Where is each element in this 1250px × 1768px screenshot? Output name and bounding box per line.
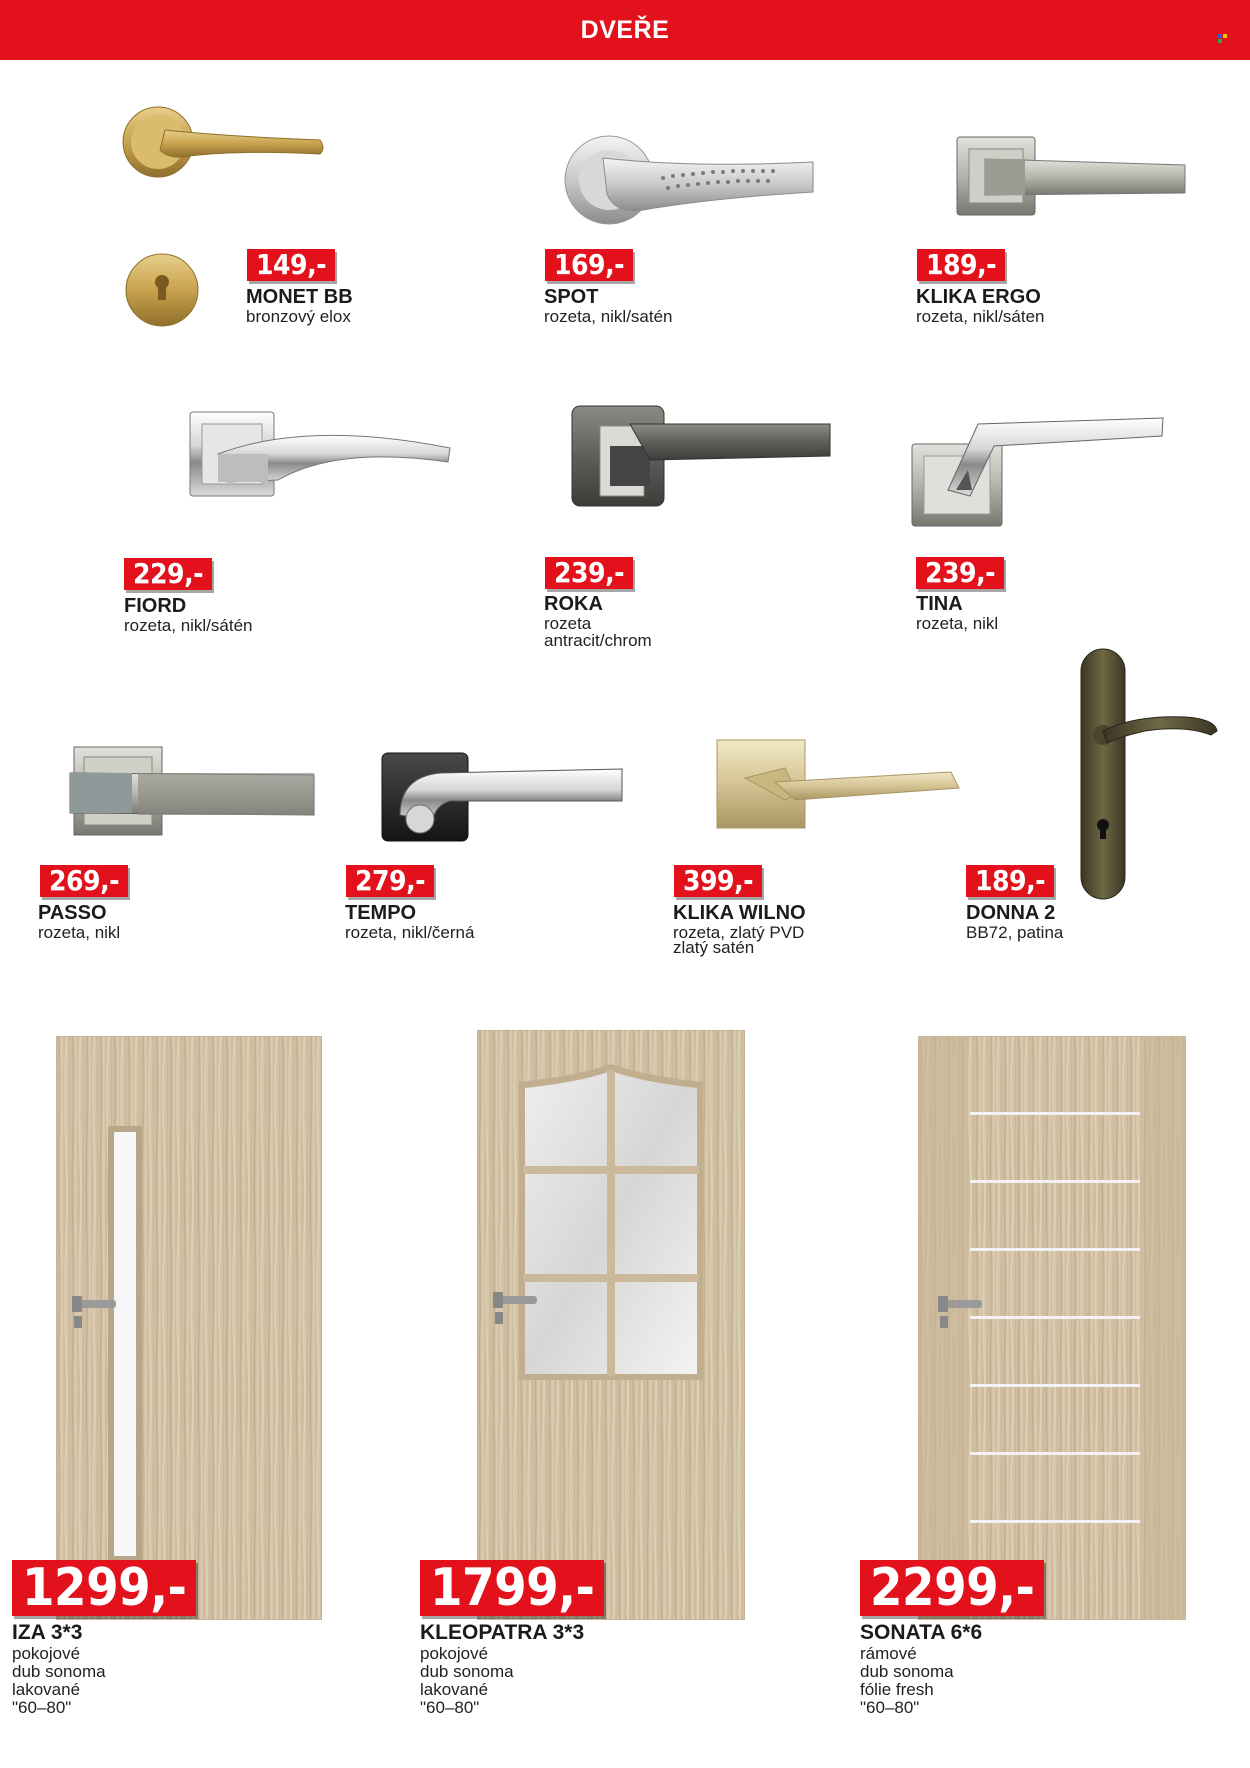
price-tag: 1299,- <box>12 1560 196 1616</box>
price-tag: 189,- <box>966 865 1054 897</box>
handle-tina-icon <box>908 410 1168 530</box>
logo-dots-icon <box>1218 34 1228 44</box>
product-name: KLEOPATRA 3*3 <box>420 1621 585 1644</box>
product-desc: BB72, patina <box>966 923 1064 942</box>
product-name: DONNA 2 <box>966 902 1056 924</box>
price-tag: 169,- <box>545 249 633 281</box>
price-tag: 189,- <box>917 249 1005 281</box>
product-desc: lakované <box>420 1680 489 1699</box>
handle-fiord-icon <box>188 410 453 500</box>
product-desc: fólie fresh <box>860 1680 934 1699</box>
price-tag: 2299,- <box>860 1560 1044 1616</box>
product-name: KLIKA ERGO <box>916 286 1041 308</box>
product-name: ROKA <box>544 593 603 615</box>
price-tag: 269,- <box>40 865 128 897</box>
product-desc: pokojové <box>420 1644 489 1663</box>
product-desc: "60–80" <box>860 1698 920 1717</box>
price-tag: 399,- <box>674 865 762 897</box>
product-name: FIORD <box>124 595 187 617</box>
product-name: TINA <box>916 593 963 615</box>
handle-tempo-icon <box>380 745 625 845</box>
page-title: DVEŘE <box>580 15 670 44</box>
product-name: IZA 3*3 <box>12 1621 83 1644</box>
product-desc: rozeta, nikl/černá <box>345 923 475 942</box>
product-desc: rozeta, nikl/sáten <box>916 307 1045 326</box>
product-desc: rozeta, nikl <box>38 923 121 942</box>
product-name: TEMPO <box>345 902 417 924</box>
product-desc: rozeta, nikl/sátén <box>124 616 253 635</box>
price-tag: 1799,- <box>420 1560 604 1616</box>
product-desc: rámové <box>860 1644 917 1663</box>
price-tag: 239,- <box>916 557 1004 589</box>
product-desc: rozeta, zlatý PVD <box>673 923 805 942</box>
price-tag: 239,- <box>545 557 633 589</box>
handle-wilno-icon <box>715 738 960 830</box>
product-desc: rozeta, nikl/satén <box>544 307 673 326</box>
product-desc: dub sonoma <box>420 1662 514 1681</box>
product-desc: dub sonoma <box>860 1662 954 1681</box>
door-frame-lines-icon <box>918 1036 1186 1620</box>
page-header <box>0 0 1250 60</box>
product-desc: dub sonoma <box>12 1662 106 1681</box>
handle-spot-icon <box>563 128 823 228</box>
product-name: MONET BB <box>246 286 353 308</box>
product-desc: rozeta <box>544 614 592 633</box>
door-single-glass-icon <box>56 1036 322 1620</box>
product-name: SONATA 6*6 <box>860 1621 983 1644</box>
price-tag: 279,- <box>346 865 434 897</box>
price-tag: 149,- <box>247 249 335 281</box>
product-desc: antracit/chrom <box>544 631 652 650</box>
handle-donna-icon <box>1075 645 1225 905</box>
product-desc: "60–80" <box>420 1698 480 1717</box>
product-desc: bronzový elox <box>246 307 351 326</box>
handle-monet-icon <box>120 100 330 180</box>
price-tag: 229,- <box>124 558 212 590</box>
door-arched-glass-icon <box>477 1030 745 1620</box>
keyhole-rosette-icon <box>124 252 200 328</box>
product-name: PASSO <box>38 902 107 924</box>
product-name: SPOT <box>544 286 599 308</box>
product-desc: "60–80" <box>12 1698 72 1717</box>
handle-ergo-icon <box>955 135 1190 220</box>
product-desc: zlatý satén <box>673 938 755 957</box>
handle-roka-icon <box>570 402 835 512</box>
product-desc: pokojové <box>12 1644 81 1663</box>
handle-passo-icon <box>68 745 318 837</box>
product-name: KLIKA WILNO <box>673 902 806 924</box>
product-desc: rozeta, nikl <box>916 614 999 633</box>
product-desc: lakované <box>12 1680 81 1699</box>
